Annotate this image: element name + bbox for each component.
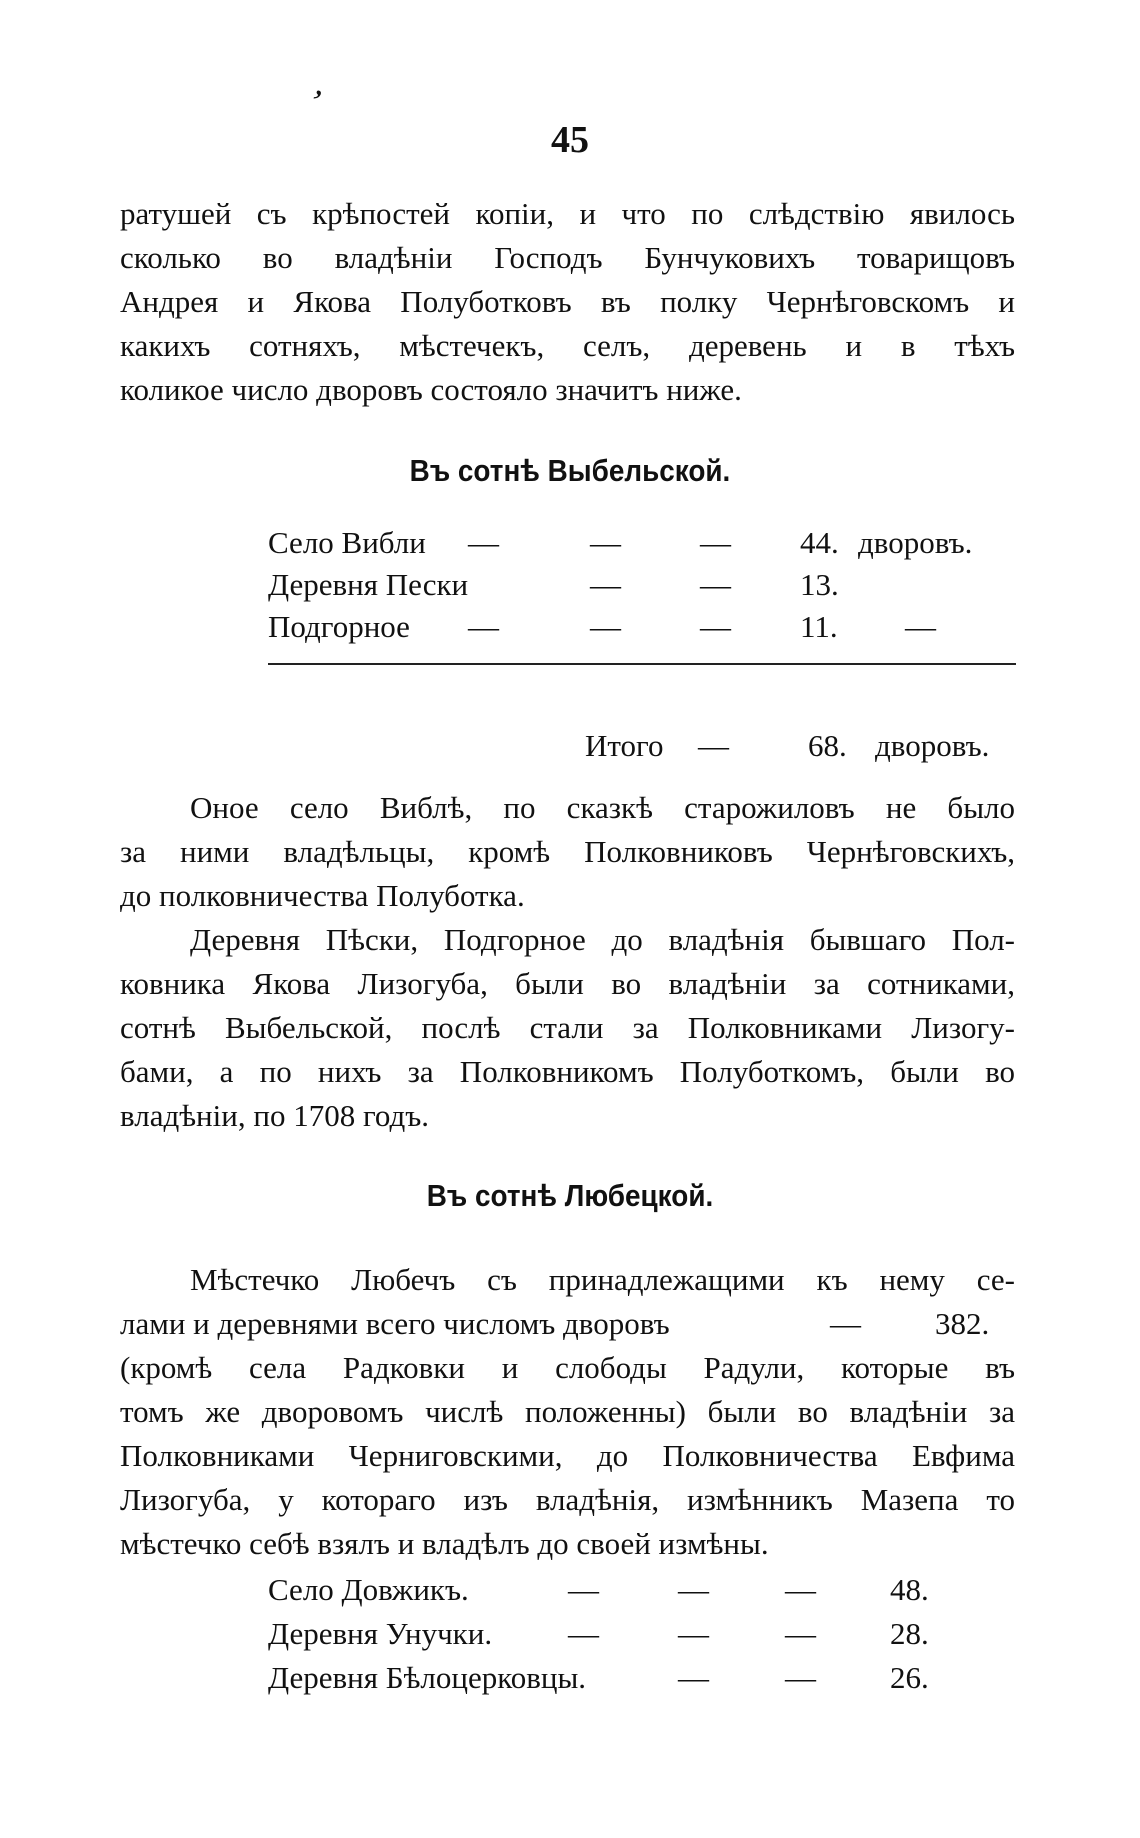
total-value: 68. xyxy=(808,728,847,763)
list-item-name: Деревня Пески xyxy=(268,567,469,602)
intro-line: сколько во владѣніи Господъ Бунчуковихъ товарищовъ xyxy=(120,240,1015,275)
paragraph-line: бами, а по нихъ за Полковникомъ Полуботкомъ, были во xyxy=(120,1054,1015,1089)
list-item-name: Село Вибли xyxy=(268,525,426,560)
list-item-name: Деревня Бѣлоцерковцы. xyxy=(268,1660,587,1695)
leader-dash: — xyxy=(678,1616,709,1651)
leader-dash: — xyxy=(590,609,621,644)
paragraph-line: (кромѣ села Радковки и слободы Радули, которые въ xyxy=(120,1350,1015,1385)
paragraph-line: Деревня Пѣски, Подгорное до владѣнія бывшаго Пол- xyxy=(190,922,1015,957)
paragraph-line: до полковничества Полуботка. xyxy=(120,878,525,913)
leader-dash: — xyxy=(590,525,621,560)
list-item-name: Село Довжикъ. xyxy=(268,1572,469,1607)
list-item-count: 11. xyxy=(800,609,838,644)
paragraph-line: лами и деревнями всего числомъ дворовъ xyxy=(120,1306,670,1341)
list-item-name: Подгорное xyxy=(268,609,410,644)
paragraph-line: владѣніи, по 1708 годъ. xyxy=(120,1098,430,1133)
list-item-count: 13. xyxy=(800,567,839,602)
page-number: 45 xyxy=(551,119,589,161)
leader-dash: — xyxy=(700,609,731,644)
total-unit: дворовъ. xyxy=(875,728,990,763)
list-item-name: Деревня Унучки. xyxy=(268,1616,493,1651)
intro-line: коликое число дворовъ состояло значитъ ниже. xyxy=(120,372,742,407)
leader-dash: — xyxy=(785,1572,816,1607)
paragraph-line: ковника Якова Лизогуба, были во владѣніи за сотниками, xyxy=(120,966,1015,1001)
ink-mark: , xyxy=(311,62,334,104)
paragraph-line: Оное село Виблѣ, по сказкѣ старожиловъ не было xyxy=(190,790,1015,825)
leader-dash: — xyxy=(905,609,936,644)
leader-dash: — xyxy=(785,1616,816,1651)
paragraph-line: томъ же дворовомъ числѣ положенны) были во владѣніи за xyxy=(120,1394,1015,1429)
leader-dash: — xyxy=(678,1660,709,1695)
leader-dash: — xyxy=(785,1660,816,1695)
households-count: 382. xyxy=(935,1306,990,1341)
leader-dash: — xyxy=(568,1616,599,1651)
list-item-count: 28. xyxy=(890,1616,929,1651)
sum-rule xyxy=(268,663,1016,665)
intro-line: какихъ сотняхъ, мѣстечекъ, селъ, деревень и в тѣхъ xyxy=(120,328,1015,363)
total-label: Итого xyxy=(585,728,664,763)
list-item-count: 26. xyxy=(890,1660,929,1695)
paragraph-line: Лизогуба, у котораго изъ владѣнія, измѣнникъ Мазепа то xyxy=(120,1482,1015,1517)
leader-dash: — xyxy=(468,609,499,644)
list-item-count: 44. xyxy=(800,525,839,560)
leader-dash: — xyxy=(700,525,731,560)
paragraph-line: Полковниками Черниговскими, до Полковничества Евфима xyxy=(120,1438,1015,1473)
section-heading-vybelskaya: Въ сотнѣ Выбельской. xyxy=(409,453,731,488)
leader-dash: — xyxy=(700,567,731,602)
paragraph-line: сотнѣ Выбельской, послѣ стали за Полковниками Лизогу- xyxy=(120,1010,1015,1045)
section-heading-lyubetskaya: Въ сотнѣ Любецкой. xyxy=(426,1178,714,1213)
leader-dash: — xyxy=(590,567,621,602)
paragraph-line: Мѣстечко Любечъ съ принадлежащими къ нему се- xyxy=(190,1262,1015,1297)
paragraph-line: за ними владѣльцы, кромѣ Полковниковъ Чернѣговскихъ, xyxy=(120,834,1015,869)
list-item-count: 48. xyxy=(890,1572,929,1607)
list-item-unit: дворовъ. xyxy=(858,525,973,560)
intro-line: ратушей съ крѣпостей копіи, и что по слѣдствію явилось xyxy=(120,196,1015,231)
intro-line: Андрея и Якова Полуботковъ въ полку Чернѣговскомъ и xyxy=(120,284,1015,319)
leader-dash: — xyxy=(568,1572,599,1607)
leader-dash: — xyxy=(830,1306,861,1341)
total-dash: — xyxy=(698,728,729,763)
leader-dash: — xyxy=(678,1572,709,1607)
paragraph-line: мѣстечко себѣ взялъ и владѣлъ до своей измѣны. xyxy=(120,1526,769,1561)
leader-dash: — xyxy=(468,525,499,560)
